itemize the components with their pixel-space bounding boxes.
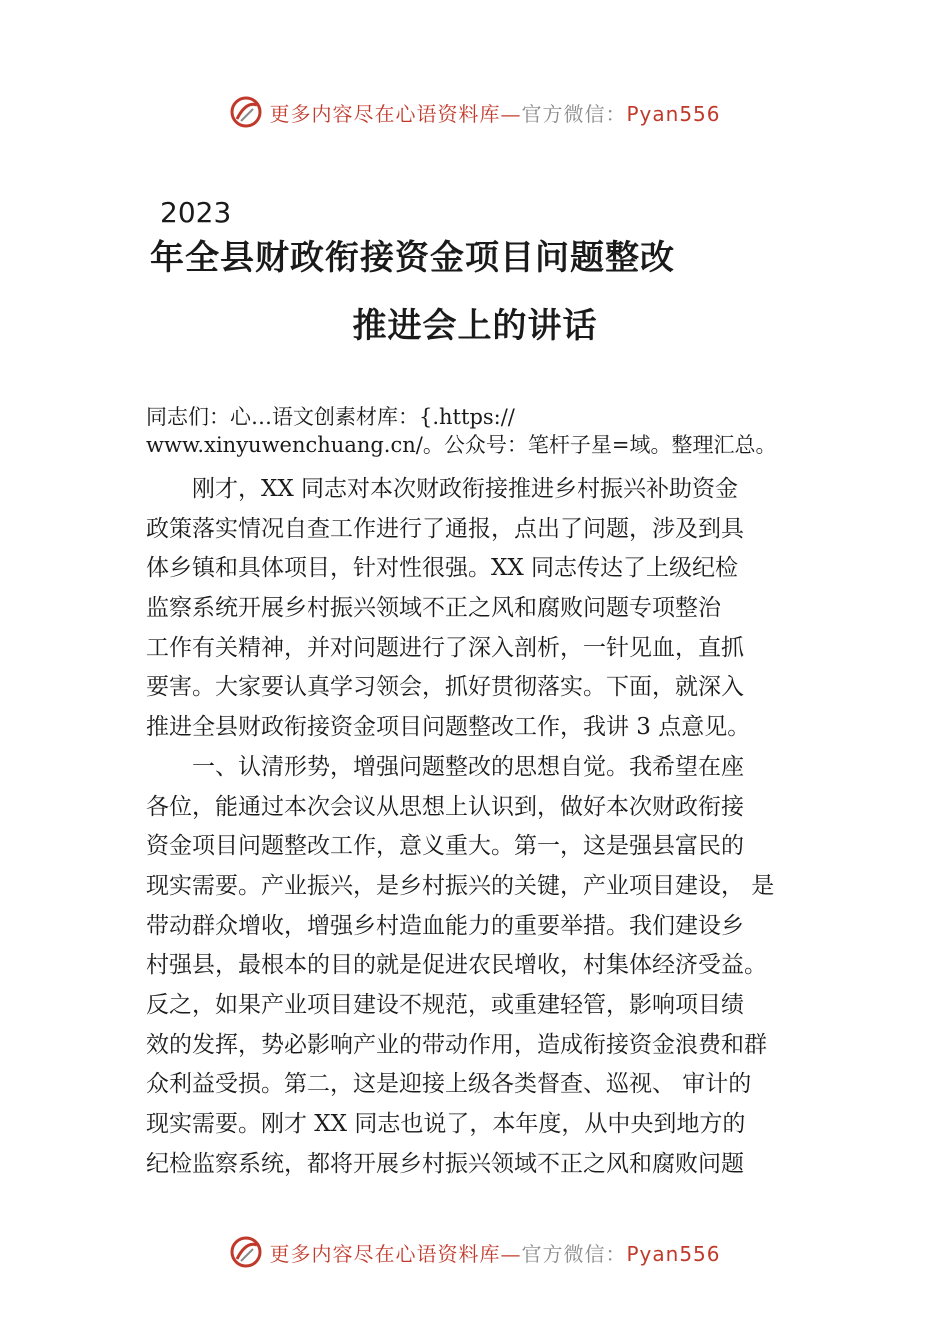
intro-line: www.xinyuwenchuang.cn/。公众号：笔杆子星=域。整理汇总。 bbox=[146, 433, 777, 457]
body-text bbox=[146, 470, 826, 1184]
body-line: 政策落实情况自查工作进行了通报，点出了问题，涉及到具 bbox=[146, 515, 744, 542]
body-line: 一、认清形势，增强问题整改的思想自觉。我希望在座 bbox=[146, 753, 744, 780]
body-line: 监察系统开展乡村振兴领域不正之风和腐败问题专项整治 bbox=[146, 595, 721, 622]
intro-block bbox=[146, 403, 846, 459]
banner-wechat-label: 官方微信： bbox=[521, 1241, 627, 1266]
body-line: 刚才，XX 同志对本次财政衔接推进乡村振兴补助资金 bbox=[146, 476, 739, 502]
banner-wechat-id: Pyan556 bbox=[626, 1241, 721, 1266]
banner-dash: — bbox=[500, 1241, 522, 1266]
logo-icon bbox=[229, 1235, 263, 1269]
title-year: 2023 bbox=[160, 196, 232, 229]
body-line: 推进全县财政衔接资金项目问题整改工作，我讲 3 点意见。 bbox=[146, 714, 751, 741]
banner-text bbox=[269, 98, 720, 127]
page-title-line1: 年全县财政衔接资金项目问题整改 bbox=[150, 238, 675, 278]
banner-wechat-label: 官方微信： bbox=[521, 101, 627, 126]
body-line: 现实需要。产业振兴，是乡村振兴的关键，产业项目建设， 是 bbox=[146, 872, 775, 899]
body-line: 工作有关精神，并对问题进行了深入剖析，一针见血，直抓 bbox=[146, 634, 744, 661]
body-line: 现实需要。刚才 XX 同志也说了，本年度，从中央到地方的 bbox=[146, 1111, 746, 1137]
body-line: 体乡镇和具体项目，针对性很强。XX 同志传达了上级纪检 bbox=[146, 555, 739, 582]
banner-text bbox=[269, 1238, 720, 1267]
banner-prefix: 更多内容尽在心语资料库 bbox=[269, 101, 501, 126]
body-line: 带动群众增收，增强乡村造血能力的重要举措。我们建设乡 bbox=[146, 912, 744, 939]
body-line: 村强县，最根本的目的就是促进农民增收，村集体经济受益。 bbox=[146, 952, 767, 979]
banner-dash: — bbox=[500, 101, 522, 126]
body-line: 纪检监察系统，都将开展乡村振兴领域不正之风和腐败问题 bbox=[146, 1150, 744, 1177]
body-line: 要害。大家要认真学习领会，抓好贯彻落实。下面，就深入 bbox=[146, 674, 744, 701]
body-line: 效的发挥，势必影响产业的带动作用，造成衔接资金浪费和群 bbox=[146, 1031, 767, 1058]
page-title-line2: 推进会上的讲话 bbox=[352, 306, 598, 346]
footer-banner bbox=[0, 1232, 950, 1272]
banner-wechat-id: Pyan556 bbox=[626, 101, 721, 126]
body-line: 反之，如果产业项目建设不规范，或重建轻管，影响项目绩 bbox=[146, 991, 744, 1018]
body-line: 资金项目问题整改工作，意义重大。第一，这是强县富民的 bbox=[146, 833, 744, 860]
intro-line: 同志们：心…语文创素材库：{.https:// bbox=[146, 405, 515, 429]
logo-icon bbox=[229, 95, 263, 129]
banner-prefix: 更多内容尽在心语资料库 bbox=[269, 1241, 501, 1266]
body-line: 各位，能通过本次会议从思想上认识到，做好本次财政衔接 bbox=[146, 793, 744, 820]
header-banner bbox=[0, 92, 950, 132]
body-line: 众利益受损。第二，这是迎接上级各类督查、巡视、 审计的 bbox=[146, 1071, 752, 1098]
